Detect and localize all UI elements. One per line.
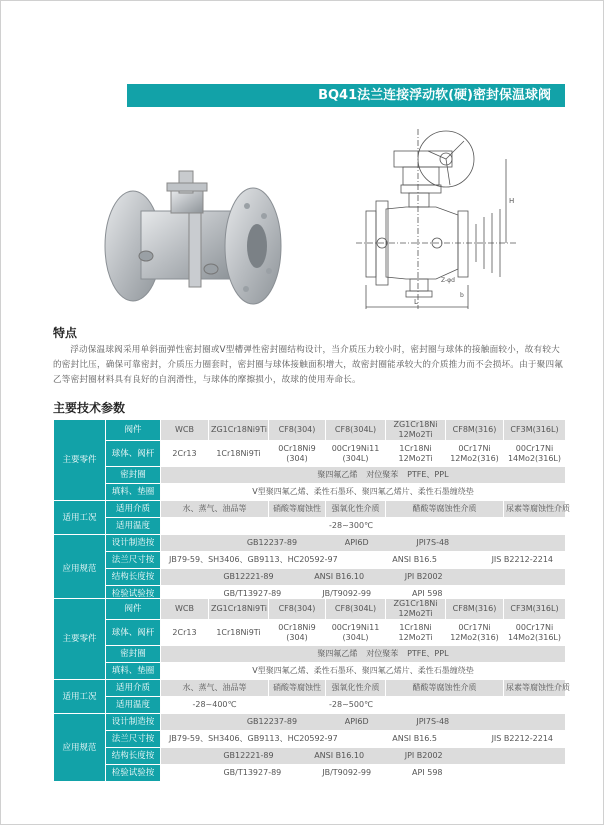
group-standards: 应用规范 [54, 535, 106, 603]
cell: 00Cr19Ni11 (304L) [326, 441, 386, 467]
length-values [161, 748, 566, 765]
valve-photo [101, 161, 291, 306]
label-valve-body: 阀件 [106, 420, 161, 441]
cell: API6D [344, 538, 369, 547]
cell: V型聚四氟乙烯、柔性石墨环、聚四氟乙烯片、柔性石墨缠绕垫 [161, 484, 566, 501]
cell: ANSI B16.5 [392, 555, 438, 564]
label-temperature: 适用温度 [106, 697, 161, 714]
cell: 水、蒸气、油品等 [161, 680, 269, 697]
cell: -28~500℃ [269, 697, 566, 714]
label-test: 检验试验按 [106, 586, 161, 603]
thickness-label: b [460, 292, 464, 299]
cell: 0Cr17Ni 12Mo2(316) [446, 441, 504, 467]
cell: PTFE、PPL [407, 470, 449, 479]
label-ball-stem: 球体、阀杆 [106, 441, 161, 467]
label-packing: 填料、垫圈 [106, 663, 161, 680]
cell: -28~400℃ [161, 697, 269, 714]
cell: GB12237-89 [246, 538, 298, 547]
cell: 聚四氟乙烯 [317, 470, 358, 479]
cell: JPI7S-48 [416, 538, 450, 547]
cell: 00Cr17Ni 14Mo2(316L) [504, 620, 566, 646]
cell: CF3M(316L) [504, 599, 566, 620]
cell: ANSI B16.5 [392, 734, 438, 743]
label-test: 检验试验按 [106, 765, 161, 782]
cell: JPI B2002 [404, 751, 443, 760]
label-design: 设计制造按 [106, 714, 161, 731]
cell: 1Cr18Ni9Ti [209, 620, 269, 646]
label-temperature: 适用温度 [106, 518, 161, 535]
label-seal-ring: 密封圈 [106, 646, 161, 663]
cell: GB/T13927-89 [223, 589, 282, 598]
cell: 水、蒸气、油品等 [161, 501, 269, 518]
label-ball-stem: 球体、阀杆 [106, 620, 161, 646]
valve-dimension-drawing [346, 129, 546, 314]
length-values [161, 569, 566, 586]
cell: 尿素等腐蚀性介质 [504, 501, 566, 518]
spec-table-1 [53, 419, 570, 603]
group-main-parts: 主要零件 [54, 420, 106, 501]
label-medium: 适用介质 [106, 680, 161, 697]
cell: 强氧化性介质 [326, 501, 386, 518]
product-title-banner: BQ41法兰连接浮动软(硬)密封保温球阀 [127, 84, 565, 107]
spec-table-2 [53, 598, 570, 782]
label-design: 设计制造按 [106, 535, 161, 552]
seal-ring-values [161, 467, 566, 484]
cell: ZG1Cr18Ni 12Mo2Ti [386, 420, 446, 441]
cell: WCB [161, 420, 209, 441]
cell: PTFE、PPL [407, 649, 449, 658]
label-valve-body: 阀件 [106, 599, 161, 620]
cell: CF3M(316L) [504, 420, 566, 441]
cell: ZG1Cr18Ni 12Mo2Ti [386, 599, 446, 620]
cell: 对位聚苯 [366, 470, 399, 479]
label-flange: 法兰尺寸按 [106, 731, 161, 748]
cell: WCB [161, 599, 209, 620]
height-label: H [509, 197, 515, 205]
cell: 0Cr18Ni9 (304) [269, 620, 326, 646]
cell: 00Cr17Ni 14Mo2(316L) [504, 441, 566, 467]
label-medium: 适用介质 [106, 501, 161, 518]
cell: CF8M(316) [446, 599, 504, 620]
cell: JIS B2212-2214 [491, 734, 553, 743]
cell: GB12221-89 [223, 751, 274, 760]
label-flange: 法兰尺寸按 [106, 552, 161, 569]
cell: API 598 [412, 768, 443, 777]
specs-heading: 主要技术参数 [53, 401, 126, 415]
label-length: 结构长度按 [106, 569, 161, 586]
test-values [161, 765, 566, 782]
cell: -28~300℃ [269, 518, 566, 535]
cell: ZG1Cr18Ni9Ti [209, 420, 269, 441]
cell: V型聚四氟乙烯、柔性石墨环、聚四氟乙烯片、柔性石墨缠绕垫 [161, 663, 566, 680]
cell [161, 518, 269, 535]
cell: JIS B2212-2214 [491, 555, 553, 564]
cell: API6D [344, 717, 369, 726]
group-main-parts: 主要零件 [54, 599, 106, 680]
cell: 00Cr19Ni11 (304L) [326, 620, 386, 646]
cell: CF8(304L) [326, 420, 386, 441]
bolt-label: Z-φd [441, 277, 455, 284]
cell: ZG1Cr18Ni9Ti [209, 599, 269, 620]
design-values [161, 714, 566, 731]
cell: CF8(304L) [326, 599, 386, 620]
cell: 强氧化性介质 [326, 680, 386, 697]
cell: CF8(304) [269, 420, 326, 441]
cell: JPI7S-48 [416, 717, 450, 726]
cell: CF8M(316) [446, 420, 504, 441]
label-packing: 填料、垫圈 [106, 484, 161, 501]
group-conditions: 适用工况 [54, 501, 106, 535]
cell: 醋酸等腐蚀性介质 [386, 680, 504, 697]
cell: ANSI B16.10 [314, 751, 365, 760]
cell: 聚四氟乙烯 [317, 649, 358, 658]
cell: 0Cr17Ni 12Mo2(316) [446, 620, 504, 646]
cell: 硝酸等腐蚀性 [269, 680, 326, 697]
cell: 硝酸等腐蚀性 [269, 501, 326, 518]
design-values [161, 535, 566, 552]
cell: 1Cr18Ni 12Mo2Ti [386, 620, 446, 646]
cell: 2Cr13 [161, 441, 209, 467]
cell: GB12221-89 [223, 572, 274, 581]
cell: API 598 [412, 589, 443, 598]
flange-values [161, 552, 566, 569]
length-label: L [414, 298, 418, 306]
cell: JB79-59、SH3406、GB9113、HC20592-97 [169, 555, 338, 564]
cell: 1Cr18Ni 12Mo2Ti [386, 441, 446, 467]
label-length: 结构长度按 [106, 748, 161, 765]
features-heading: 特点 [53, 326, 78, 340]
cell: JB/T9092-99 [322, 589, 372, 598]
cell: JB79-59、SH3406、GB9113、HC20592-97 [169, 734, 338, 743]
cell: ANSI B16.10 [314, 572, 365, 581]
cell: 2Cr13 [161, 620, 209, 646]
cell: 醋酸等腐蚀性介质 [386, 501, 504, 518]
features-paragraph: 浮动保温球阀采用单斜面弹性密封圈或V型槽弹性密封圈结构设计，当介质压力较小时，密封圈与球体的接触面较小，故有较大的密封比压，确保可靠密封，介质压力圈套时，密封圈与球体接触面积增大，故密封圈能承较大的介质推力而不会损坏。由于聚四氟乙等密封圈材料具有良好的自润滑性，与球体的摩擦损小，故球的使用寿命长。 [53, 345, 564, 385]
cell: GB12237-89 [246, 717, 298, 726]
cell: GB/T13927-89 [223, 768, 282, 777]
cell: 0Cr18Ni9 (304) [269, 441, 326, 467]
seal-ring-values [161, 646, 566, 663]
cell: 对位聚苯 [366, 649, 399, 658]
cell: CF8(304) [269, 599, 326, 620]
cell: 1Cr18Ni9Ti [209, 441, 269, 467]
cell: JPI B2002 [404, 572, 443, 581]
label-seal-ring: 密封圈 [106, 467, 161, 484]
cell: 尿素等腐蚀性介质 [504, 680, 566, 697]
group-standards: 应用规范 [54, 714, 106, 782]
group-conditions: 适用工况 [54, 680, 106, 714]
flange-values [161, 731, 566, 748]
cell: JB/T9092-99 [322, 768, 372, 777]
